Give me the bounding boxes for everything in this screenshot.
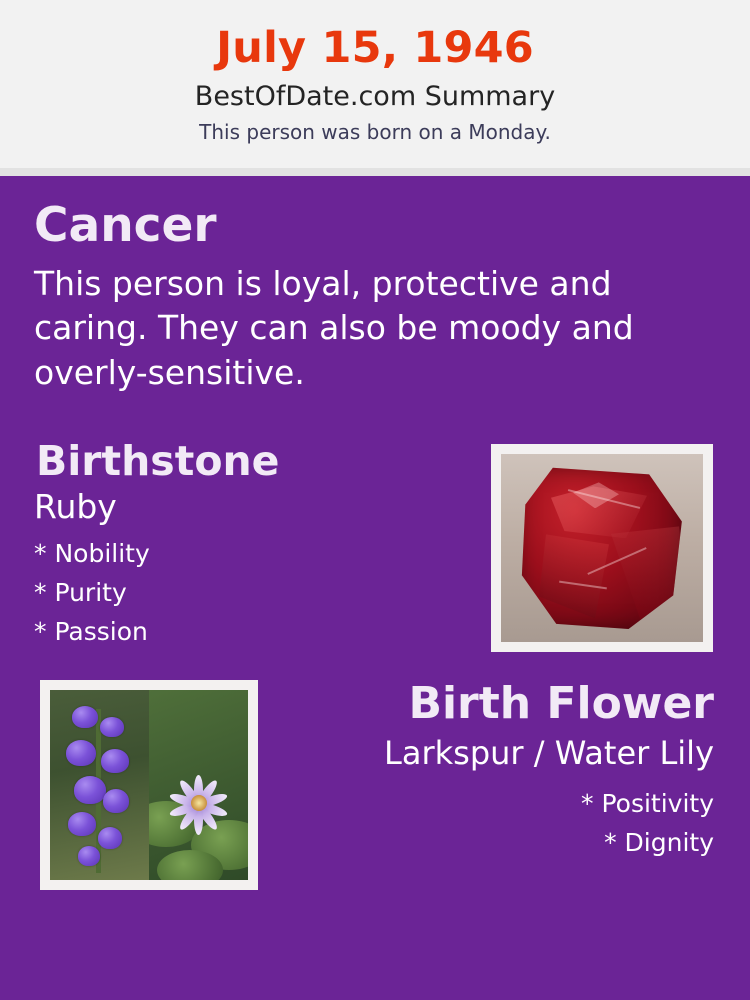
ruby-crystal-photo bbox=[501, 454, 703, 642]
birth-flower-text bbox=[280, 680, 718, 862]
list-item: * Positivity bbox=[581, 789, 714, 819]
lily-center bbox=[191, 795, 207, 811]
birthstone-name: Ruby bbox=[34, 487, 117, 527]
birthstone-image-frame bbox=[491, 444, 713, 652]
larkspur-bloom bbox=[100, 717, 124, 737]
water-lily-bloom bbox=[167, 774, 231, 832]
zodiac-description: This person is loyal, protective and caring. They can also be moody and overly-sensitive. bbox=[34, 263, 634, 392]
larkspur-bloom bbox=[72, 706, 98, 728]
header-divider bbox=[0, 168, 750, 176]
larkspur-bloom bbox=[101, 749, 129, 773]
larkspur-bloom bbox=[98, 827, 122, 849]
larkspur-bloom bbox=[68, 812, 96, 836]
birth-flower-heading: Birth Flower bbox=[408, 678, 714, 730]
birth-flower-image-frame bbox=[40, 680, 258, 890]
list-item: * Dignity bbox=[604, 828, 714, 858]
birthstone-heading: Birthstone bbox=[36, 437, 280, 486]
site-summary-label: BestOfDate.com Summary bbox=[194, 81, 556, 113]
larkspur-bloom bbox=[66, 740, 96, 766]
header bbox=[0, 0, 750, 176]
larkspur-and-water-lily-photo bbox=[50, 690, 248, 880]
birth-flower-section bbox=[32, 680, 718, 930]
water-lily-photo-half bbox=[149, 690, 248, 880]
page-title: July 15, 1946 bbox=[216, 23, 534, 73]
list-item: * Nobility bbox=[34, 538, 150, 568]
born-on-day-text: This person was born on a Monday. bbox=[199, 119, 551, 144]
larkspur-bloom bbox=[74, 776, 106, 804]
larkspur-bloom bbox=[103, 789, 129, 813]
birth-flower-name: Larkspur / Water Lily bbox=[384, 733, 714, 772]
content-body bbox=[0, 176, 750, 930]
larkspur-photo-half bbox=[50, 690, 149, 880]
birth-flower-traits-list bbox=[280, 784, 714, 862]
ruby-facet bbox=[539, 534, 609, 618]
birthstone-section bbox=[32, 439, 718, 654]
larkspur-bloom bbox=[78, 846, 100, 866]
list-item: * Passion bbox=[34, 616, 148, 646]
list-item: * Purity bbox=[34, 577, 127, 607]
zodiac-section bbox=[32, 200, 718, 395]
zodiac-sign-title: Cancer bbox=[34, 198, 217, 253]
